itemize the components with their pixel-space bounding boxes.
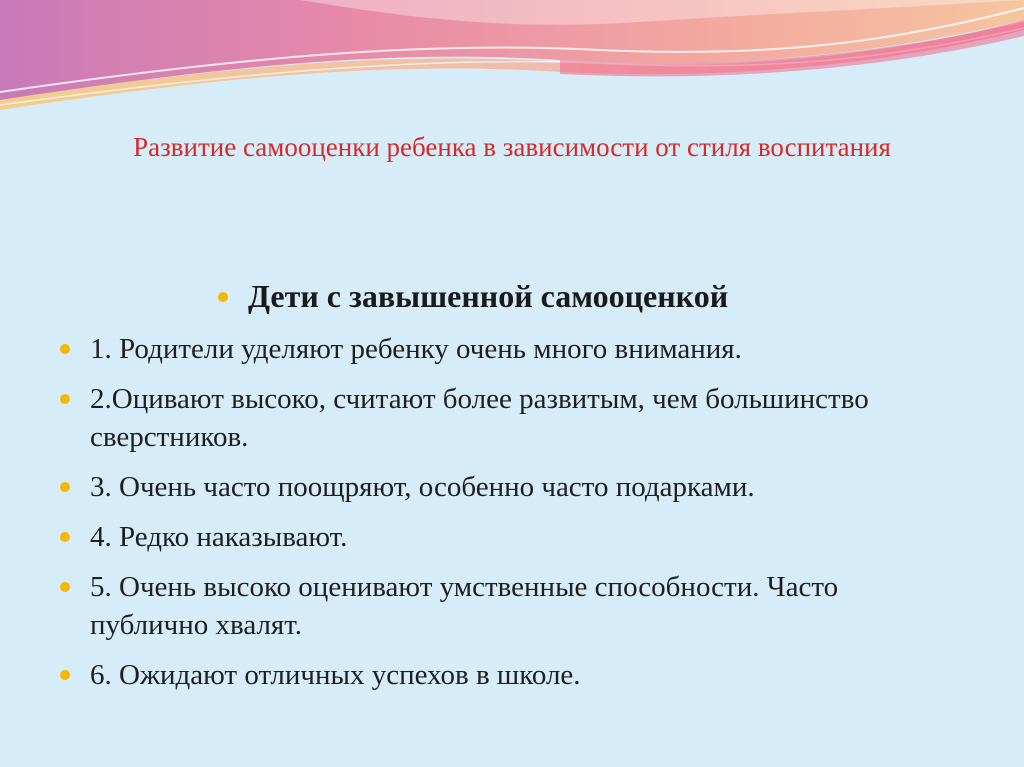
list-item-text: 2.Оцивают высоко, считают более развитым, чем большинство сверстников. (90, 383, 869, 453)
list-item (60, 468, 960, 506)
decorative-wave-banner (0, 0, 1024, 120)
bullet-icon (60, 670, 70, 680)
bullet-list (60, 330, 960, 706)
list-item (60, 330, 960, 368)
slide-title: Развитие самооценки ребенка в зависимости от стиля воспитания (133, 132, 891, 162)
list-item (60, 380, 960, 456)
bullet-icon (60, 394, 70, 404)
list-item-text: 4. Редко наказывают. (90, 521, 348, 553)
bullet-icon (60, 482, 70, 492)
list-item (60, 568, 960, 644)
list-item-text: 1. Родители уделяют ребенку очень много внимания. (90, 333, 742, 365)
subheading-text: Дети с завышенной самооценкой (248, 278, 729, 314)
list-item-text: 6. Ожидают отличных успехов в школе. (90, 659, 581, 691)
subheading (218, 278, 728, 315)
bullet-icon (60, 582, 70, 592)
list-item-text: 5. Очень высоко оценивают умственные способности. Часто публично хвалят. (90, 571, 839, 641)
bullet-icon (60, 344, 70, 354)
list-item-text: 3. Очень часто поощряют, особенно часто подарками. (90, 471, 755, 503)
list-item (60, 656, 960, 694)
bullet-icon (60, 532, 70, 542)
list-item (60, 518, 960, 556)
bullet-icon (218, 292, 228, 302)
